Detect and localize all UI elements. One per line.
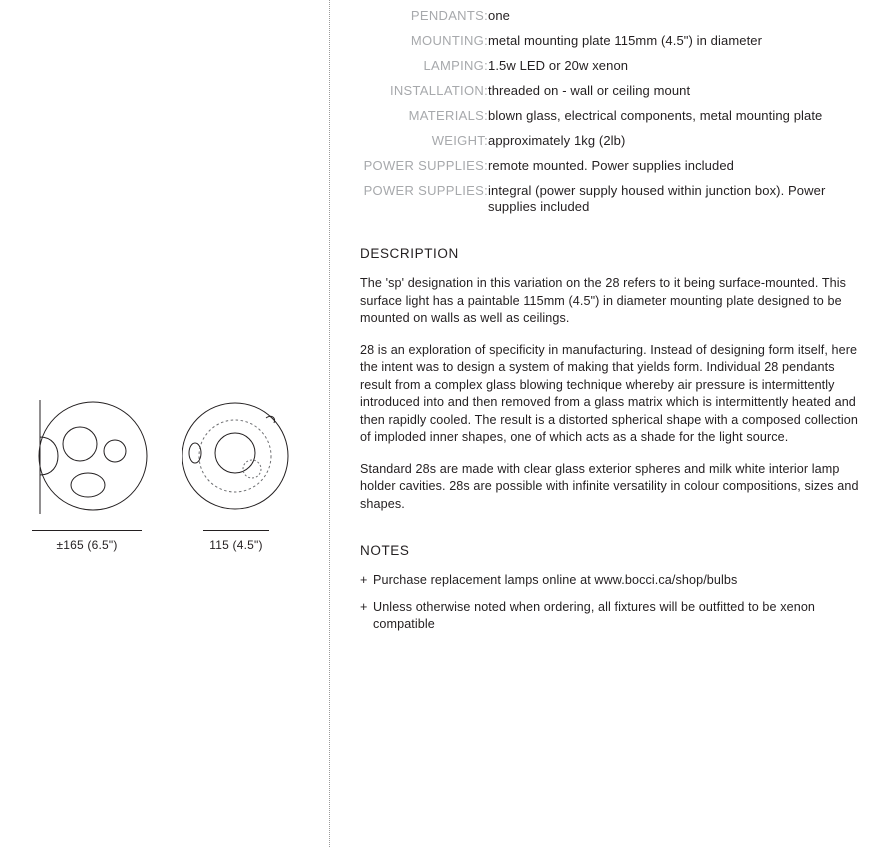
side-dimension bbox=[32, 530, 142, 552]
table-row bbox=[360, 108, 870, 133]
front-view-drawing bbox=[182, 392, 292, 527]
table-row bbox=[360, 133, 870, 158]
notes-title: NOTES bbox=[360, 543, 410, 558]
spec-label: MOUNTING: bbox=[410, 33, 488, 48]
list-item bbox=[360, 572, 870, 590]
table-row bbox=[360, 183, 870, 224]
spec-label: POWER SUPPLIES: bbox=[363, 158, 488, 173]
spec-value: threaded on - wall or ceiling mount bbox=[488, 83, 691, 98]
front-view-svg bbox=[182, 392, 292, 522]
table-row bbox=[360, 33, 870, 58]
side-view-drawing bbox=[30, 392, 160, 527]
specifications-body bbox=[360, 8, 870, 224]
spec-value: 1.5w LED or 20w xenon bbox=[488, 58, 629, 73]
note-text: Unless otherwise noted when ordering, all fixtures will be outfitted to be xenon compatible bbox=[373, 599, 816, 631]
table-row bbox=[360, 158, 870, 183]
specifications-table bbox=[360, 8, 870, 224]
spec-label: POWER SUPPLIES: bbox=[363, 183, 488, 198]
table-row bbox=[360, 83, 870, 108]
vertical-dotted-divider bbox=[329, 0, 330, 847]
spec-value: integral (power supply housed within junction box). Power supplies included bbox=[488, 183, 826, 214]
front-dimension bbox=[203, 530, 269, 552]
side-dimension-label: ±165 (6.5") bbox=[56, 538, 118, 552]
drawings-panel bbox=[0, 0, 330, 847]
spec-label: PENDANTS: bbox=[410, 8, 488, 23]
description-paragraph: Standard 28s are made with clear glass exterior spheres and milk white interior lamp holder cavities. 28s are possible with infinite versatility in colour compositions, sizes and shapes. bbox=[360, 461, 859, 511]
spec-label: MATERIALS: bbox=[408, 108, 488, 123]
spec-label: INSTALLATION: bbox=[389, 83, 488, 98]
notes-list bbox=[360, 572, 870, 634]
side-dimension-line bbox=[32, 530, 142, 531]
table-row bbox=[360, 58, 870, 83]
front-dimension-label: 115 (4.5") bbox=[209, 538, 263, 552]
spec-value: remote mounted. Power supplies included bbox=[488, 158, 734, 173]
spec-label: WEIGHT: bbox=[431, 133, 488, 148]
list-item bbox=[360, 599, 870, 634]
front-dimension-line bbox=[203, 530, 269, 531]
content-panel bbox=[360, 0, 870, 847]
description-paragraph: The 'sp' designation in this variation on the 28 refers to it being surface-mounted. This surface light has a paintable 115mm (4.5") in diameter mounting plate designed to be mounted on walls as well as ceilings. bbox=[360, 276, 847, 325]
table-row bbox=[360, 8, 870, 33]
plus-icon: + bbox=[360, 599, 368, 614]
spec-value: one bbox=[488, 8, 510, 23]
note-text: Purchase replacement lamps online at www.bocci.ca/shop/bulbs bbox=[373, 573, 738, 587]
spec-value: blown glass, electrical components, metal mounting plate bbox=[488, 108, 823, 123]
side-view-svg bbox=[30, 392, 160, 522]
description-paragraph: 28 is an exploration of specificity in manufacturing. Instead of designing form itself, here the intent was to design a system of making that yields form. Individual 28 pendants result from a complex glass blowing technique whereby air pressure is intermittently introduced into and then removed from a glass matrix which is intermittently heated and then rapidly cooled. The result is a distorted spherical shape with a composed collection of imploded inner shapes, one of which acts as a shade for the light source. bbox=[360, 342, 858, 444]
spec-label: LAMPING: bbox=[423, 58, 488, 73]
plus-icon: + bbox=[360, 573, 368, 587]
description-title: DESCRIPTION bbox=[360, 246, 459, 261]
spec-value: approximately 1kg (2lb) bbox=[488, 133, 626, 148]
description-body bbox=[360, 275, 870, 513]
spec-value: metal mounting plate 115mm (4.5") in diameter bbox=[488, 33, 763, 48]
